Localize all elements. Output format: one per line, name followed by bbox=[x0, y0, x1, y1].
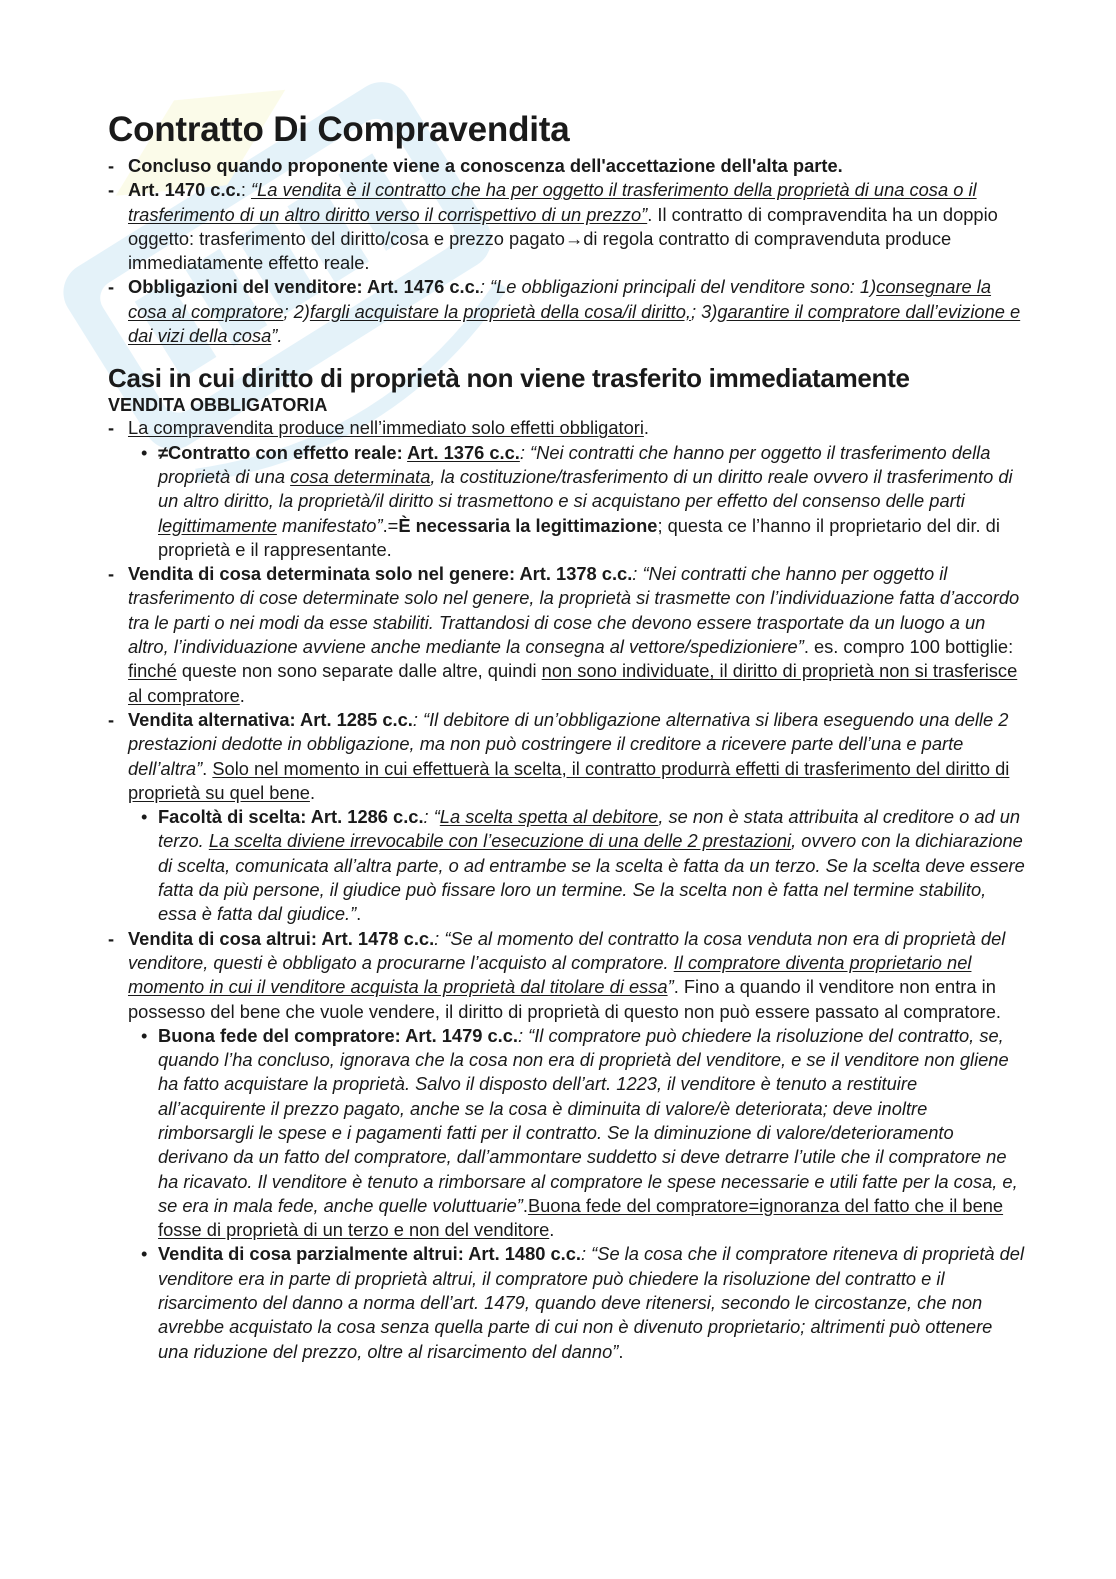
item-text: La compravendita produce nell’immediato solo effetti obbligatori bbox=[128, 417, 644, 439]
article-quote: : “Il debitore di un’obbligazione alternativa si libera eseguendo una delle 2 prestazioni dedotte in obbligazione, ma non può costringere il creditore a ricevere parte dell’una e parte dell’altra” bbox=[128, 708, 1009, 779]
article-label: Vendita di cosa determinata solo nel genere: Art. 1378 c.c. bbox=[128, 563, 633, 585]
sub-list-item bbox=[108, 1024, 1026, 1243]
text-part: . bbox=[549, 1219, 555, 1241]
dash-marker: - bbox=[108, 179, 115, 201]
article-label: Vendita di cosa altrui: Art. 1478 c.c. bbox=[128, 927, 435, 949]
article-label: Buona fede del compratore: Art. 1479 c.c. bbox=[158, 1024, 518, 1046]
bullet-marker: • bbox=[141, 441, 148, 463]
period: . bbox=[356, 903, 362, 925]
article-label: ≠Contratto con effetto reale: bbox=[158, 441, 408, 463]
quote-underlined: cosa determinata bbox=[290, 465, 431, 487]
list-item bbox=[108, 708, 1026, 805]
article-label: Vendita alternativa: Art. 1285 c.c. bbox=[128, 708, 413, 730]
list-item bbox=[108, 178, 1026, 275]
text-part: . bbox=[522, 1194, 528, 1216]
item-text: . Il contratto di compravendita ha un doppio oggetto: trasferimento del diritto/cosa e prezzo pagato→di regola contratto di compravenduta produce immediatamente effetto reale. bbox=[128, 203, 998, 274]
article-quote: : “Se la cosa che il compratore riteneva di proprietà del venditore era in parte di proprietà altrui, il compratore può chiedere la risoluzione del contratto e il risarcimento del danno a norma dell’art. 1479, quando deve ritenersi, secondo le circostanze, che non avrebbe acquistato la cosa senza quella parte di cui non è divenuto proprietario; altrimenti può ottenere una riduzione del prezzo, oltre al risarcimento del danno” bbox=[158, 1243, 1025, 1362]
article-label: Vendita di cosa parzialmente altrui: Art. 1480 c.c. bbox=[158, 1243, 581, 1265]
quote-underlined: Il compratore diventa proprietario nel momento in cui il venditore acquista la proprietà dal titolare di essa bbox=[128, 951, 972, 998]
section-heading: Casi in cui diritto di proprietà non viene trasferito immediatamente bbox=[108, 363, 910, 394]
text-part: .= bbox=[382, 514, 399, 536]
quote-underlined: La scelta diviene irrevocabile con l’esecuzione di una delle 2 prestazioni bbox=[208, 830, 792, 852]
bullet-marker: • bbox=[141, 806, 148, 828]
list-item bbox=[108, 927, 1026, 1024]
period: . bbox=[618, 1340, 624, 1362]
article-quote: “La vendita è il contratto che ha per oggetto il trasferimento della proprietà di una cosa o il trasferimento di un altro diritto verso il corrispettivo di un prezzo” bbox=[128, 179, 977, 225]
text-part: . Fino a quando il venditore non entra in possesso del bene che vuole vendere, il diritto di proprietà di questo non può essere passato al compratore. bbox=[128, 976, 1001, 1022]
list-item bbox=[108, 416, 1026, 440]
dash-marker: - bbox=[108, 155, 115, 176]
quote-underlined: consegnare la cosa al compratore bbox=[128, 276, 992, 322]
quote-part: , se non è stata attribuita al creditore o ad un terzo. bbox=[158, 806, 1021, 852]
text-part: ; questa ce l’hanno il proprietario del dir. di proprietà e il rappresentante. bbox=[158, 514, 1000, 560]
list-item bbox=[108, 275, 1026, 348]
quote-underlined: fargli acquistare la proprietà della cosa/il diritto, bbox=[309, 300, 691, 322]
text-part: . bbox=[202, 757, 213, 779]
quote-part: ”. bbox=[271, 325, 283, 347]
text-part: . es. compro 100 bottiglie: bbox=[803, 636, 1014, 658]
article-quote: : “Nei contratti che hanno per oggetto il trasferimento di cose determinate solo nel genere, la proprietà si trasmette con l’individuazione fatta d’accordo tra le parti o nei modi da esse stabiliti. Trattandosi di cose che devono essere trasportate da un luogo a un altro, l’individuazione avviene anche mediante la consegna al vettore/spedizioniere” bbox=[128, 563, 1020, 658]
quote-part: : “Nei contratti che hanno per oggetto il trasferimento della proprietà di una bbox=[158, 441, 991, 487]
article-label: Art. 1470 c.c. bbox=[128, 179, 241, 201]
dash-marker: - bbox=[108, 708, 115, 730]
bullet-marker: • bbox=[141, 1024, 148, 1046]
sub-list-item bbox=[108, 805, 1026, 926]
text-underlined: finché bbox=[128, 660, 177, 682]
article-quote: : “Il compratore può chiedere la risoluzione del contratto, se, quando l’ha concluso, ignorava che la cosa non era di proprietà del venditore, e se il venditore non gliene ha fatto acquistare la proprietà. Salvo il disposto dell’art. 1223, il venditore è tenuto a restituire all’acquirente il prezzo pagato, anche se la cosa è diminuita di valore/è deteriorata; deve inoltre rimborsargli le spese e i pagamenti fatti per il contratto. Se la diminuzione di valore/deterioramento derivano da un fatto del compratore, dall’ammontare suddetto si deve detrarre l’utile che il compratore ne ha ricavato. Il venditore è tenuto a rimborsare al compratore le spese necessarie e utili fatte per la cosa, e, se era in mala fede, anche quelle voluttuarie” bbox=[158, 1024, 1018, 1216]
quote-underlined: La scelta spetta al debitore bbox=[439, 806, 659, 828]
dash-marker: - bbox=[108, 417, 115, 439]
item-text: Concluso quando proponente viene a conoscenza dell'accettazione dell'alta parte. bbox=[128, 155, 843, 176]
period: . bbox=[643, 417, 649, 439]
bold-note: È necessaria la legittimazione bbox=[398, 514, 658, 536]
section-subheading: VENDITA OBBLIGATORIA bbox=[108, 395, 328, 416]
text-underlined: non sono individuate, il diritto di proprietà non si trasferisce al compratore bbox=[128, 660, 1018, 706]
text-part: . bbox=[239, 684, 245, 706]
document-body bbox=[108, 108, 1026, 1364]
quote-part: ; 2) bbox=[283, 300, 310, 322]
page-title: Contratto Di Compravendita bbox=[108, 110, 570, 149]
text-underlined: Buona fede del compratore=ignoranza del fatto che il bene fosse di proprietà di un terzo e non del venditore bbox=[158, 1194, 1004, 1241]
text-part: queste non sono separate dalle altre, quindi bbox=[176, 660, 542, 682]
quote-underlined: garantire il compratore dall’evizione e dai vizi della cosa bbox=[128, 300, 1021, 347]
sub-list-item bbox=[108, 1242, 1026, 1363]
list-item bbox=[108, 562, 1026, 708]
quote-part: : “Se al momento del contratto la cosa venduta non era di proprietà del venditore, questi è obbligato a procurarne l’acquisto al compratore. bbox=[128, 927, 1006, 973]
text-underlined: Solo nel momento in cui effettuerà la scelta, il contratto produrrà effetti di trasferimento del diritto di proprietà su quel bene bbox=[128, 757, 1010, 803]
quote-underlined: legittimamente bbox=[158, 514, 277, 536]
list-item bbox=[108, 154, 1026, 178]
article-label: Facoltà di scelta: Art. 1286 c.c. bbox=[158, 806, 424, 828]
quote-part: : “ bbox=[423, 806, 440, 828]
quote-part: manifestato” bbox=[276, 514, 383, 536]
article-label: Obbligazioni del venditore: Art. 1476 c.c. bbox=[128, 276, 480, 298]
bullet-marker: • bbox=[141, 1243, 148, 1265]
quote-part: , la costituzione/trasferimento di un diritto reale ovvero il trasferimento di un altro diritto, la proprietà/il diritto si trasmettono e si acquistano per effetto del consenso delle parti bbox=[158, 465, 1013, 512]
sub-list-item bbox=[108, 441, 1026, 562]
dash-marker: - bbox=[108, 563, 115, 585]
quote-part: ; 3) bbox=[690, 300, 718, 322]
article-number: Art. 1376 c.c. bbox=[407, 441, 520, 463]
quote-part: , ovvero con la dichiarazione di scelta, comunicata all’altra parte, o ad entrambe se la scelta è fatta da un terzo. Se la scelta deve essere fatta da più persone, il giudice può fissare loro un termine. Se la scelta non è fatta nel termine stabilito, essa è fatta dal giudice.” bbox=[158, 830, 1025, 925]
dash-marker: - bbox=[108, 927, 115, 949]
text-part: . bbox=[309, 781, 316, 803]
colon: : bbox=[240, 179, 251, 201]
quote-part: : “Le obbligazioni principali del venditore sono: 1) bbox=[479, 276, 877, 298]
dash-marker: - bbox=[108, 276, 115, 298]
quote-part: ” bbox=[667, 976, 674, 998]
